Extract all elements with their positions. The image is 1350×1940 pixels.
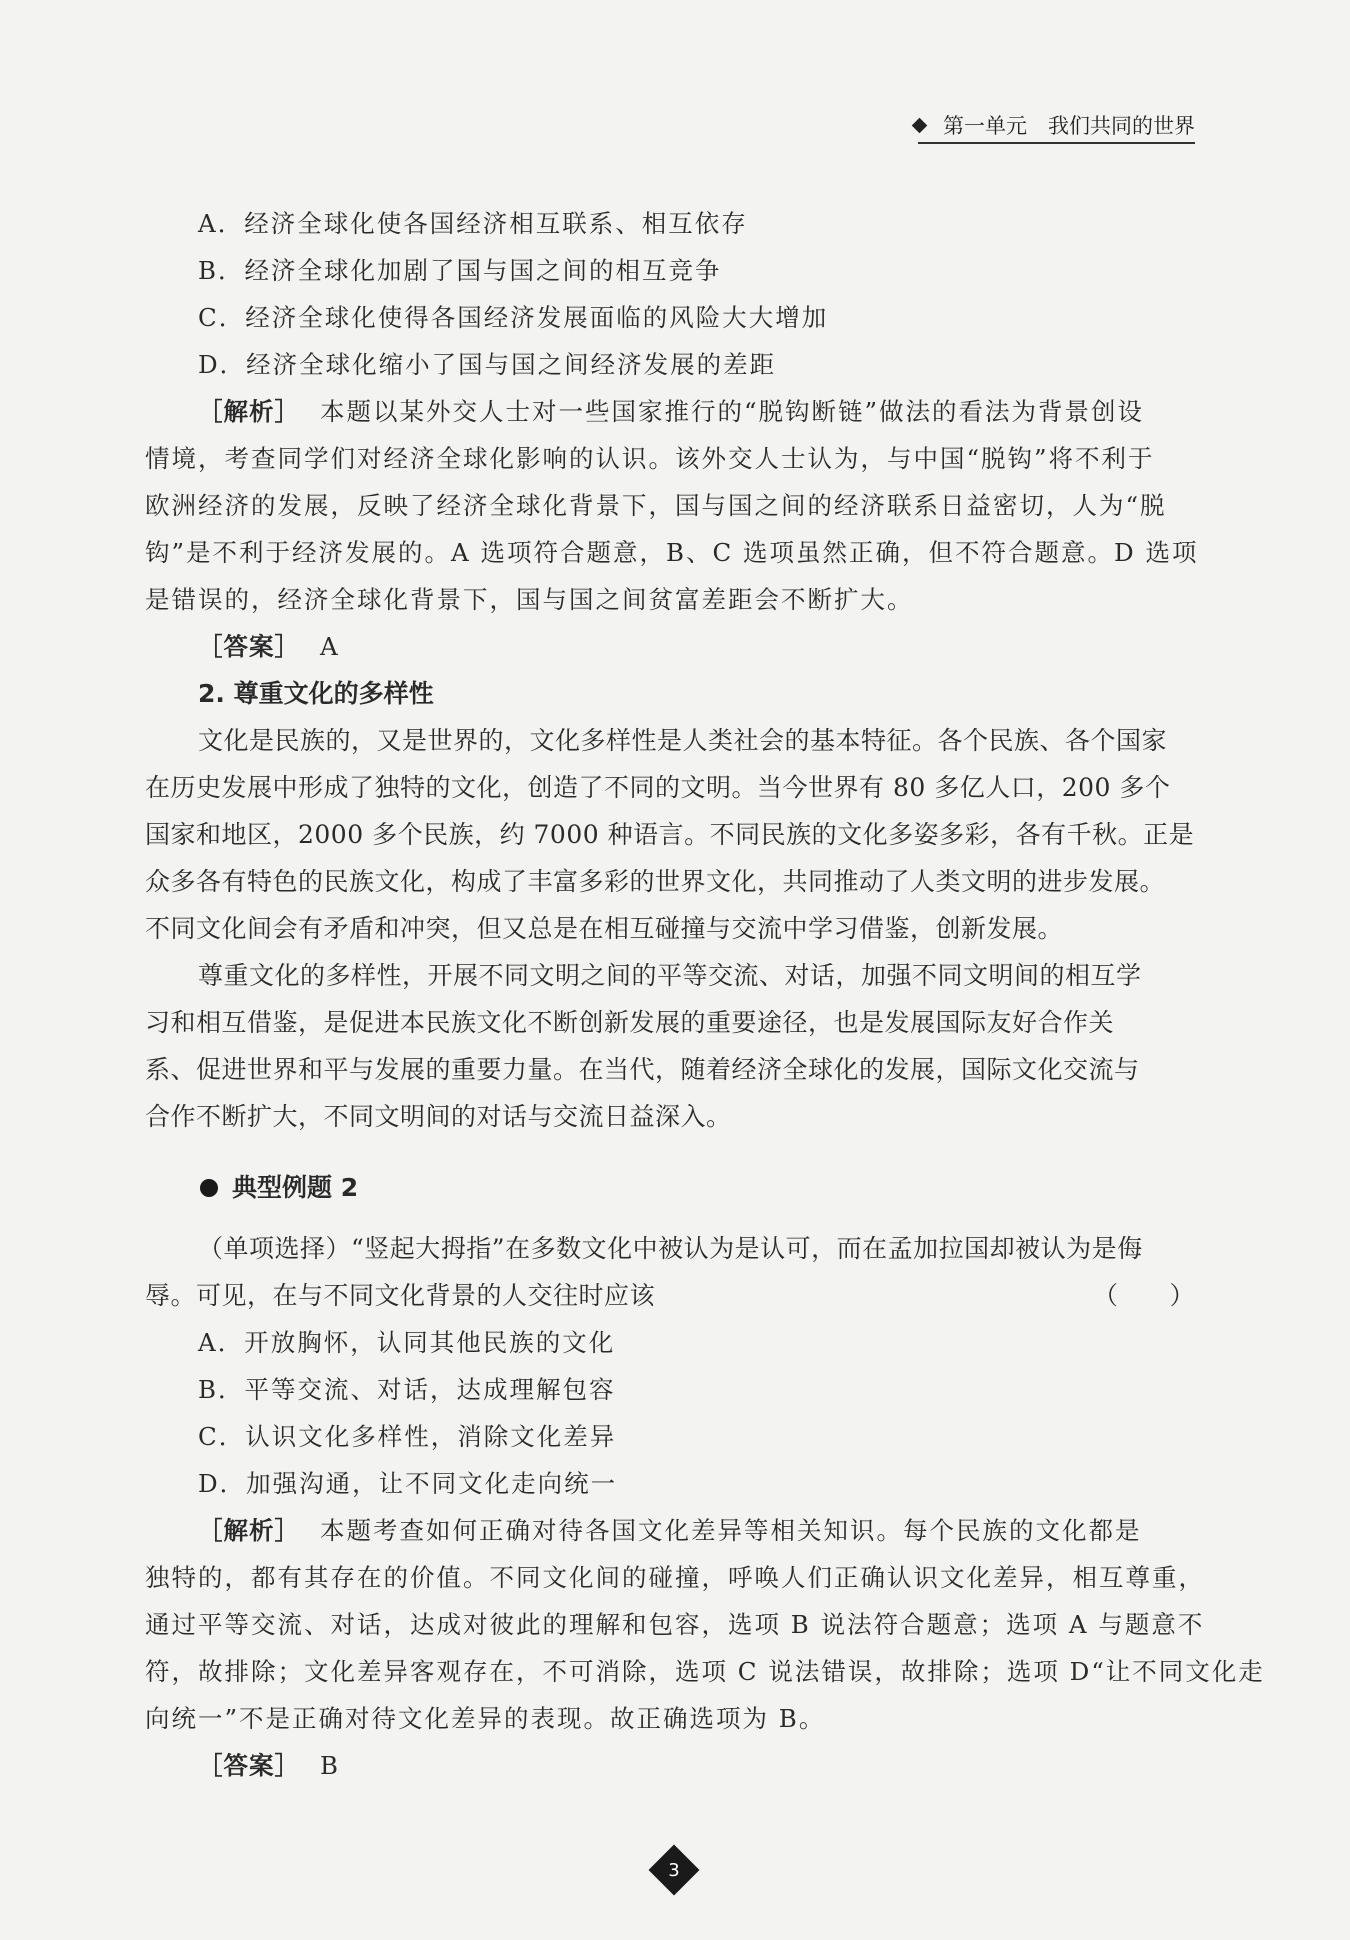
example-answer	[145, 1742, 1195, 1789]
example-options	[145, 1319, 1195, 1507]
page-number: 3	[668, 1859, 680, 1881]
answer-tag: ［答案］	[198, 632, 300, 661]
q1-options	[145, 200, 1195, 388]
content	[145, 200, 1265, 1789]
example-question	[145, 1225, 1195, 1319]
q1-analysis-line-3: 欧洲经济的发展，反映了经济全球化背景下，国与国之间的经济联系日益密切，人为“脱	[145, 491, 1167, 520]
example-analysis-line-1: ［解析］ 本题考查如何正确对待各国文化差异等相关知识。每个民族的文化都是	[198, 1516, 1142, 1545]
bullet-icon	[200, 1179, 218, 1197]
analysis-tag: ［解析］	[198, 397, 300, 426]
q1-option-d: D．经济全球化缩小了国与国之间经济发展的差距	[198, 350, 777, 379]
example-title: 典型例题 2	[232, 1173, 359, 1202]
q1-analysis	[145, 388, 1199, 623]
example-analysis-line-5: 向统一”不是正确对待文化差异的表现。故正确选项为 B。	[145, 1704, 826, 1733]
diamond-icon	[912, 117, 928, 133]
example-analysis-line-4: 符，故排除；文化差异客观存在，不可消除，选项 C 说法错误，故排除；选项 D“让不同文化走	[145, 1657, 1265, 1686]
analysis-tag: ［解析］	[198, 1516, 300, 1545]
header-rule	[918, 142, 1195, 144]
section-paragraph-1: 文化是民族的，又是世界的，文化多样性是人类社会的基本特征。各个民族、各个国家 在历史发展中形成了独特的文化，创造了不同的文明。当今世界有 80 多亿人口，200 多个 国家和地区，2000 多个民族，约 7000 种语言。不同民族的文化多姿多彩，各有千秋。正是 众多各有特色的民族文化，构成了丰富多彩的世界文化，共同推动了人类文明的进步发展。 不同文化间会有矛盾和冲突，但又总是在相互碰撞与交流中学习借鉴，创新发展。	[145, 726, 1195, 943]
running-header-text: 第一单元 我们共同的世界	[943, 114, 1195, 138]
question-line-1: （单项选择）“竖起大拇指”在多数文化中被认为是认可，而在孟加拉国却被认为是侮	[198, 1234, 1143, 1263]
running-header	[914, 110, 1195, 140]
answer-tag: ［答案］	[198, 1751, 300, 1780]
q1-option-a: A．经济全球化使各国经济相互联系、相互依存	[198, 209, 748, 238]
q1-answer	[145, 623, 1195, 670]
answer-bracket: （ ）	[1092, 1281, 1195, 1310]
q1-option-c: C．经济全球化使得各国经济发展面临的风险大大增加	[198, 303, 829, 332]
example-analysis	[145, 1507, 1265, 1742]
q1-option-b: B．经济全球化加剧了国与国之间的相互竞争	[198, 256, 722, 285]
example-analysis-line-3: 通过平等交流、对话，达成对彼此的理解和包容，选项 B 说法符合题意；选项 A 与题意不	[145, 1610, 1205, 1639]
question-line-2: 辱。可见，在与不同文化背景的人交往时应该 （ ）	[145, 1272, 1195, 1319]
section-paragraph-2: 尊重文化的多样性，开展不同文明之间的平等交流、对话，加强不同文明间的相互学 习和相互借鉴，是促进本民族文化不断创新发展的重要途径，也是发展国际友好合作关 系、促进世界和平与发展的重要力量。在当代，随着经济全球化的发展，国际文化交流与 合作不断扩大，不同文明间的对话与交流日益深入。	[145, 961, 1142, 1131]
section-title: 2. 尊重文化的多样性	[198, 679, 434, 708]
example-option-d: D．加强沟通，让不同文化走向统一	[198, 1469, 618, 1498]
example-heading	[145, 1164, 1195, 1211]
page-number-badge	[650, 1846, 698, 1894]
example-answer-value: B	[320, 1751, 341, 1780]
example-option-a: A．开放胸怀，认同其他民族的文化	[198, 1328, 616, 1357]
example-analysis-line-2: 独特的，都有其存在的价值。不同文化间的碰撞，呼唤人们正确认识文化差异，相互尊重，	[145, 1563, 1205, 1592]
q1-analysis-line-2: 情境，考查同学们对经济全球化影响的认识。该外交人士认为，与中国“脱钩”将不利于	[145, 444, 1155, 473]
q1-analysis-line-5: 是错误的，经济全球化背景下，国与国之间贫富差距会不断扩大。	[145, 585, 914, 614]
q1-analysis-line-1: ［解析］ 本题以某外交人士对一些国家推行的“脱钩断链”做法的看法为背景创设	[198, 397, 1145, 426]
example-option-b: B．平等交流、对话，达成理解包容	[198, 1375, 616, 1404]
q1-answer-value: A	[320, 632, 340, 661]
example-option-c: C．认识文化多样性，消除文化差异	[198, 1422, 617, 1451]
q1-analysis-line-4: 钩”是不利于经济发展的。A 选项符合题意，B、C 选项虽然正确，但不符合题意。D 选项	[145, 538, 1199, 567]
